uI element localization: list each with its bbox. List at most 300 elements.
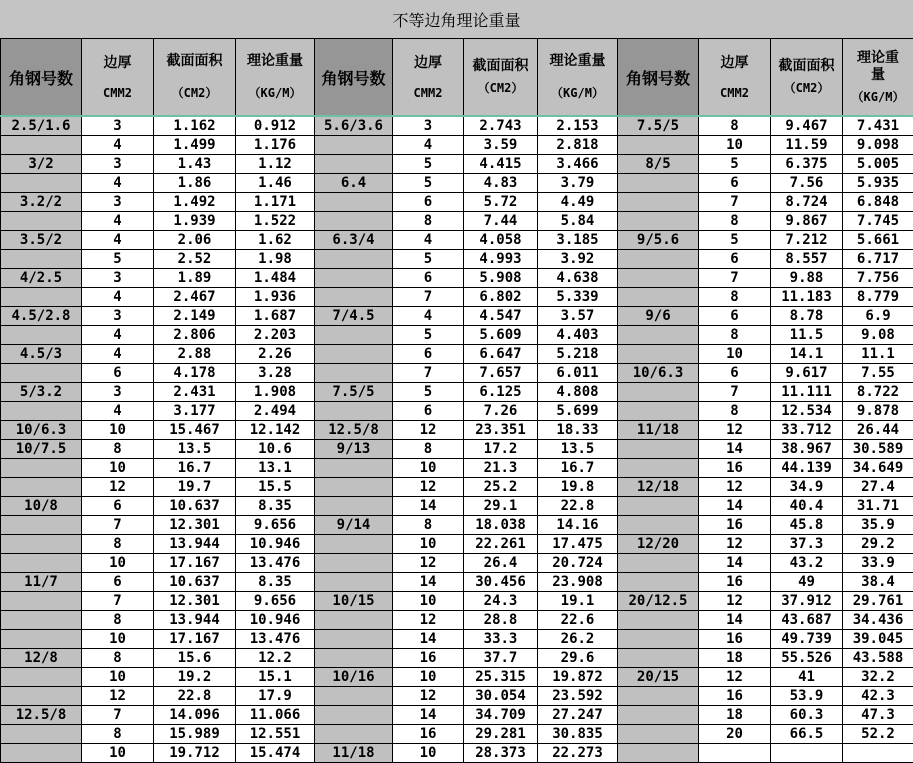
thickness-cell[interactable]: 8	[82, 725, 154, 744]
weight-cell[interactable]: 0.912	[236, 116, 315, 136]
thickness-cell[interactable]: 7	[699, 383, 771, 402]
weight-cell[interactable]: 6.848	[843, 193, 913, 212]
area-cell[interactable]: 7.56	[771, 174, 843, 193]
thickness-cell[interactable]: 3	[393, 116, 464, 136]
model-cell[interactable]	[315, 573, 393, 592]
model-cell[interactable]	[618, 649, 699, 668]
weight-cell[interactable]: 31.71	[843, 497, 913, 516]
weight-cell[interactable]: 34.436	[843, 611, 913, 630]
model-cell[interactable]: 10/15	[315, 592, 393, 611]
thickness-cell[interactable]: 3	[82, 383, 154, 402]
model-cell[interactable]: 4/2.5	[1, 269, 82, 288]
thickness-cell[interactable]: 6	[699, 307, 771, 326]
thickness-cell[interactable]: 7	[699, 193, 771, 212]
model-cell[interactable]: 20/12.5	[618, 592, 699, 611]
weight-cell[interactable]: 1.908	[236, 383, 315, 402]
weight-cell[interactable]: 3.466	[538, 155, 618, 174]
area-cell[interactable]: 17.167	[154, 554, 236, 573]
weight-cell[interactable]: 42.3	[843, 687, 913, 706]
thickness-cell[interactable]: 10	[82, 554, 154, 573]
thickness-cell[interactable]: 10	[393, 535, 464, 554]
thickness-cell[interactable]: 6	[82, 497, 154, 516]
weight-cell[interactable]: 1.936	[236, 288, 315, 307]
model-cell[interactable]	[618, 136, 699, 155]
weight-cell[interactable]: 27.247	[538, 706, 618, 725]
weight-cell[interactable]: 9.098	[843, 136, 913, 155]
model-cell[interactable]	[1, 630, 82, 649]
thickness-cell[interactable]: 7	[393, 364, 464, 383]
thickness-cell[interactable]: 4	[393, 307, 464, 326]
area-cell[interactable]: 33.3	[464, 630, 538, 649]
area-cell[interactable]: 43.2	[771, 554, 843, 573]
model-cell[interactable]	[618, 706, 699, 725]
area-cell[interactable]: 11.59	[771, 136, 843, 155]
header-area-2[interactable]	[464, 39, 538, 117]
thickness-cell[interactable]: 5	[393, 174, 464, 193]
weight-cell[interactable]: 33.9	[843, 554, 913, 573]
thickness-cell[interactable]: 20	[699, 725, 771, 744]
model-cell[interactable]: 3/2	[1, 155, 82, 174]
thickness-cell[interactable]: 8	[82, 649, 154, 668]
area-cell[interactable]: 16.7	[154, 459, 236, 478]
area-cell[interactable]: 18.038	[464, 516, 538, 535]
model-cell[interactable]	[618, 459, 699, 478]
area-cell[interactable]: 13.944	[154, 611, 236, 630]
area-cell[interactable]: 3.59	[464, 136, 538, 155]
model-cell[interactable]: 9/14	[315, 516, 393, 535]
area-cell[interactable]: 7.212	[771, 231, 843, 250]
model-cell[interactable]	[315, 687, 393, 706]
area-cell[interactable]: 8.557	[771, 250, 843, 269]
thickness-cell[interactable]: 8	[393, 440, 464, 459]
model-cell[interactable]: 12/8	[1, 649, 82, 668]
weight-cell[interactable]: 3.57	[538, 307, 618, 326]
area-cell[interactable]: 30.456	[464, 573, 538, 592]
area-cell[interactable]: 45.8	[771, 516, 843, 535]
thickness-cell[interactable]: 10	[82, 421, 154, 440]
thickness-cell[interactable]: 16	[699, 687, 771, 706]
weight-cell[interactable]: 5.661	[843, 231, 913, 250]
weight-cell[interactable]: 32.2	[843, 668, 913, 687]
weight-cell[interactable]: 2.818	[538, 136, 618, 155]
weight-cell[interactable]: 4.49	[538, 193, 618, 212]
area-cell[interactable]: 2.52	[154, 250, 236, 269]
area-cell[interactable]: 28.373	[464, 744, 538, 763]
weight-cell[interactable]: 5.005	[843, 155, 913, 174]
model-cell[interactable]	[618, 402, 699, 421]
weight-cell[interactable]: 17.9	[236, 687, 315, 706]
weight-cell[interactable]: 1.484	[236, 269, 315, 288]
model-cell[interactable]: 12.5/8	[315, 421, 393, 440]
area-cell[interactable]: 4.83	[464, 174, 538, 193]
model-cell[interactable]	[315, 630, 393, 649]
thickness-cell[interactable]: 7	[82, 706, 154, 725]
model-cell[interactable]: 12/18	[618, 478, 699, 497]
area-cell[interactable]: 12.301	[154, 592, 236, 611]
model-cell[interactable]	[315, 725, 393, 744]
thickness-cell[interactable]: 8	[393, 516, 464, 535]
model-cell[interactable]	[1, 744, 82, 763]
header-model-1[interactable]: 角钢号数	[1, 39, 82, 117]
area-cell[interactable]: 11.5	[771, 326, 843, 345]
weight-cell[interactable]: 7.745	[843, 212, 913, 231]
area-cell[interactable]: 41	[771, 668, 843, 687]
weight-cell[interactable]: 11.1	[843, 345, 913, 364]
weight-cell[interactable]: 17.475	[538, 535, 618, 554]
area-cell[interactable]: 1.86	[154, 174, 236, 193]
weight-cell[interactable]: 29.6	[538, 649, 618, 668]
model-cell[interactable]: 9/13	[315, 440, 393, 459]
area-cell[interactable]: 5.72	[464, 193, 538, 212]
thickness-cell[interactable]: 6	[393, 269, 464, 288]
weight-cell[interactable]: 19.8	[538, 478, 618, 497]
area-cell[interactable]: 25.2	[464, 478, 538, 497]
thickness-cell[interactable]: 12	[699, 535, 771, 554]
area-cell[interactable]: 8.78	[771, 307, 843, 326]
weight-cell[interactable]: 4.403	[538, 326, 618, 345]
model-cell[interactable]: 10/6.3	[618, 364, 699, 383]
weight-cell[interactable]: 39.045	[843, 630, 913, 649]
weight-cell[interactable]: 16.7	[538, 459, 618, 478]
area-cell[interactable]: 11.183	[771, 288, 843, 307]
area-cell[interactable]: 23.351	[464, 421, 538, 440]
model-cell[interactable]: 3.5/2	[1, 231, 82, 250]
thickness-cell[interactable]: 8	[82, 535, 154, 554]
weight-cell[interactable]: 1.176	[236, 136, 315, 155]
model-cell[interactable]: 5/3.2	[1, 383, 82, 402]
thickness-cell[interactable]: 10	[82, 668, 154, 687]
weight-cell[interactable]: 1.46	[236, 174, 315, 193]
area-cell[interactable]: 37.7	[464, 649, 538, 668]
area-cell[interactable]: 12.301	[154, 516, 236, 535]
header-model-2[interactable]: 角钢号数	[315, 39, 393, 117]
weight-cell[interactable]: 35.9	[843, 516, 913, 535]
thickness-cell[interactable]: 16	[699, 573, 771, 592]
area-cell[interactable]: 33.712	[771, 421, 843, 440]
thickness-cell[interactable]: 8	[699, 402, 771, 421]
model-cell[interactable]	[618, 725, 699, 744]
area-cell[interactable]: 37.912	[771, 592, 843, 611]
model-cell[interactable]	[618, 288, 699, 307]
model-cell[interactable]	[315, 402, 393, 421]
header-weight-2[interactable]	[538, 39, 618, 117]
weight-cell[interactable]: 5.699	[538, 402, 618, 421]
model-cell[interactable]	[1, 725, 82, 744]
area-cell[interactable]: 7.26	[464, 402, 538, 421]
model-cell[interactable]	[1, 326, 82, 345]
weight-cell[interactable]: 12.551	[236, 725, 315, 744]
weight-cell[interactable]: 22.8	[538, 497, 618, 516]
model-cell[interactable]	[315, 250, 393, 269]
thickness-cell[interactable]: 4	[393, 136, 464, 155]
model-cell[interactable]	[315, 706, 393, 725]
weight-cell[interactable]: 5.935	[843, 174, 913, 193]
thickness-cell[interactable]: 12	[393, 554, 464, 573]
model-cell[interactable]: 9/6	[618, 307, 699, 326]
model-cell[interactable]	[315, 269, 393, 288]
area-cell[interactable]: 12.534	[771, 402, 843, 421]
model-cell[interactable]	[315, 288, 393, 307]
weight-cell[interactable]: 19.1	[538, 592, 618, 611]
header-model-3[interactable]: 角钢号数	[618, 39, 699, 117]
thickness-cell[interactable]: 4	[82, 136, 154, 155]
model-cell[interactable]	[1, 459, 82, 478]
thickness-cell[interactable]: 4	[82, 231, 154, 250]
thickness-cell[interactable]: 8	[699, 116, 771, 136]
thickness-cell[interactable]: 14	[699, 497, 771, 516]
area-cell[interactable]: 15.467	[154, 421, 236, 440]
thickness-cell[interactable]: 12	[699, 668, 771, 687]
thickness-cell[interactable]: 5	[699, 155, 771, 174]
area-cell[interactable]: 14.096	[154, 706, 236, 725]
model-cell[interactable]	[618, 250, 699, 269]
model-cell[interactable]	[315, 554, 393, 573]
area-cell[interactable]: 29.1	[464, 497, 538, 516]
model-cell[interactable]	[1, 250, 82, 269]
area-cell[interactable]: 43.687	[771, 611, 843, 630]
thickness-cell[interactable]: 16	[699, 516, 771, 535]
thickness-cell[interactable]: 12	[393, 611, 464, 630]
thickness-cell[interactable]: 3	[82, 307, 154, 326]
thickness-cell[interactable]: 14	[699, 611, 771, 630]
weight-cell[interactable]: 23.908	[538, 573, 618, 592]
thickness-cell[interactable]: 8	[82, 440, 154, 459]
model-cell[interactable]: 2.5/1.6	[1, 116, 82, 136]
weight-cell[interactable]: 1.687	[236, 307, 315, 326]
weight-cell[interactable]: 19.872	[538, 668, 618, 687]
area-cell[interactable]: 1.43	[154, 155, 236, 174]
thickness-cell[interactable]: 12	[393, 687, 464, 706]
thickness-cell[interactable]: 4	[82, 402, 154, 421]
area-cell[interactable]: 4.547	[464, 307, 538, 326]
weight-cell[interactable]: 9.656	[236, 516, 315, 535]
model-cell[interactable]	[1, 516, 82, 535]
weight-cell[interactable]: 3.79	[538, 174, 618, 193]
area-cell[interactable]: 49	[771, 573, 843, 592]
weight-cell[interactable]: 4.808	[538, 383, 618, 402]
thickness-cell[interactable]: 7	[82, 516, 154, 535]
area-cell[interactable]: 34.9	[771, 478, 843, 497]
thickness-cell[interactable]: 12	[82, 687, 154, 706]
model-cell[interactable]: 12/20	[618, 535, 699, 554]
thickness-cell[interactable]: 6	[393, 402, 464, 421]
weight-cell[interactable]: 2.26	[236, 345, 315, 364]
model-cell[interactable]	[618, 345, 699, 364]
area-cell[interactable]: 44.139	[771, 459, 843, 478]
model-cell[interactable]	[315, 155, 393, 174]
thickness-cell[interactable]: 4	[82, 345, 154, 364]
area-cell[interactable]: 49.739	[771, 630, 843, 649]
area-cell[interactable]: 22.261	[464, 535, 538, 554]
thickness-cell[interactable]: 4	[82, 212, 154, 231]
weight-cell[interactable]: 15.5	[236, 478, 315, 497]
weight-cell[interactable]: 4.638	[538, 269, 618, 288]
model-cell[interactable]	[315, 136, 393, 155]
area-cell[interactable]: 34.709	[464, 706, 538, 725]
thickness-cell[interactable]: 3	[82, 269, 154, 288]
area-cell[interactable]: 7.657	[464, 364, 538, 383]
thickness-cell[interactable]: 16	[393, 649, 464, 668]
area-cell[interactable]: 19.7	[154, 478, 236, 497]
thickness-cell[interactable]: 6	[699, 364, 771, 383]
area-cell[interactable]: 3.177	[154, 402, 236, 421]
weight-cell[interactable]: 13.1	[236, 459, 315, 478]
weight-cell[interactable]: 7.431	[843, 116, 913, 136]
weight-cell[interactable]: 10.6	[236, 440, 315, 459]
area-cell[interactable]: 1.939	[154, 212, 236, 231]
thickness-cell[interactable]: 8	[699, 326, 771, 345]
area-cell[interactable]: 5.908	[464, 269, 538, 288]
weight-cell[interactable]: 6.717	[843, 250, 913, 269]
thickness-cell[interactable]: 12	[82, 478, 154, 497]
area-cell[interactable]: 5.609	[464, 326, 538, 345]
thickness-cell[interactable]: 6	[82, 364, 154, 383]
thickness-cell[interactable]: 14	[393, 630, 464, 649]
area-cell[interactable]: 17.167	[154, 630, 236, 649]
model-cell[interactable]	[618, 440, 699, 459]
thickness-cell[interactable]: 4	[82, 174, 154, 193]
thickness-cell[interactable]: 3	[82, 116, 154, 136]
area-cell[interactable]: 14.1	[771, 345, 843, 364]
model-cell[interactable]: 7.5/5	[618, 116, 699, 136]
area-cell[interactable]: 6.647	[464, 345, 538, 364]
thickness-cell[interactable]: 18	[699, 649, 771, 668]
weight-cell[interactable]: 8.722	[843, 383, 913, 402]
thickness-cell[interactable]: 12	[393, 421, 464, 440]
model-cell[interactable]: 6.3/4	[315, 231, 393, 250]
area-cell[interactable]: 19.2	[154, 668, 236, 687]
weight-cell[interactable]: 20.724	[538, 554, 618, 573]
model-cell[interactable]	[1, 136, 82, 155]
thickness-cell[interactable]: 7	[82, 592, 154, 611]
weight-cell[interactable]: 8.35	[236, 573, 315, 592]
model-cell[interactable]	[618, 269, 699, 288]
weight-cell[interactable]: 15.1	[236, 668, 315, 687]
thickness-cell[interactable]: 8	[393, 212, 464, 231]
area-cell[interactable]: 2.743	[464, 116, 538, 136]
model-cell[interactable]	[618, 383, 699, 402]
model-cell[interactable]	[315, 193, 393, 212]
weight-cell[interactable]: 3.28	[236, 364, 315, 383]
area-cell[interactable]: 30.054	[464, 687, 538, 706]
thickness-cell[interactable]: 10	[393, 459, 464, 478]
model-cell[interactable]	[618, 516, 699, 535]
weight-cell[interactable]: 30.589	[843, 440, 913, 459]
thickness-cell[interactable]: 6	[82, 573, 154, 592]
weight-cell[interactable]: 2.203	[236, 326, 315, 345]
model-cell[interactable]	[618, 630, 699, 649]
weight-cell[interactable]: 43.588	[843, 649, 913, 668]
area-cell[interactable]: 15.6	[154, 649, 236, 668]
model-cell[interactable]: 4.5/3	[1, 345, 82, 364]
header-area-3[interactable]	[771, 39, 843, 117]
area-cell[interactable]: 15.989	[154, 725, 236, 744]
area-cell[interactable]: 6.375	[771, 155, 843, 174]
weight-cell[interactable]: 22.6	[538, 611, 618, 630]
area-cell[interactable]: 22.8	[154, 687, 236, 706]
thickness-cell[interactable]: 16	[393, 725, 464, 744]
thickness-cell[interactable]: 4	[82, 288, 154, 307]
model-cell[interactable]: 6.4	[315, 174, 393, 193]
thickness-cell[interactable]: 10	[82, 630, 154, 649]
thickness-cell[interactable]: 5	[393, 155, 464, 174]
thickness-cell[interactable]: 6	[393, 193, 464, 212]
weight-cell[interactable]: 10.946	[236, 535, 315, 554]
thickness-cell[interactable]: 7	[699, 269, 771, 288]
thickness-cell[interactable]: 10	[393, 592, 464, 611]
weight-cell[interactable]: 1.12	[236, 155, 315, 174]
thickness-cell[interactable]: 5	[82, 250, 154, 269]
model-cell[interactable]: 10/8	[1, 497, 82, 516]
thickness-cell[interactable]: 14	[393, 573, 464, 592]
weight-cell[interactable]: 13.5	[538, 440, 618, 459]
weight-cell[interactable]: 11.066	[236, 706, 315, 725]
area-cell[interactable]: 55.526	[771, 649, 843, 668]
area-cell[interactable]: 25.315	[464, 668, 538, 687]
header-thickness-2[interactable]	[393, 39, 464, 117]
model-cell[interactable]: 12.5/8	[1, 706, 82, 725]
weight-cell[interactable]: 5.339	[538, 288, 618, 307]
area-cell[interactable]: 40.4	[771, 497, 843, 516]
thickness-cell[interactable]: 5	[393, 383, 464, 402]
model-cell[interactable]	[315, 611, 393, 630]
header-weight-1[interactable]	[236, 39, 315, 117]
thickness-cell[interactable]: 12	[699, 592, 771, 611]
model-cell[interactable]	[618, 611, 699, 630]
model-cell[interactable]: 10/6.3	[1, 421, 82, 440]
model-cell[interactable]	[618, 174, 699, 193]
area-cell[interactable]: 2.149	[154, 307, 236, 326]
weight-cell[interactable]: 6.011	[538, 364, 618, 383]
model-cell[interactable]	[1, 364, 82, 383]
model-cell[interactable]	[1, 288, 82, 307]
weight-cell[interactable]: 3.185	[538, 231, 618, 250]
model-cell[interactable]	[1, 535, 82, 554]
header-thickness-3[interactable]	[699, 39, 771, 117]
weight-cell[interactable]: 9.08	[843, 326, 913, 345]
area-cell[interactable]: 4.993	[464, 250, 538, 269]
thickness-cell[interactable]: 7	[393, 288, 464, 307]
model-cell[interactable]: 8/5	[618, 155, 699, 174]
weight-cell[interactable]: 2.494	[236, 402, 315, 421]
area-cell[interactable]: 9.617	[771, 364, 843, 383]
model-cell[interactable]	[618, 193, 699, 212]
area-cell[interactable]: 66.5	[771, 725, 843, 744]
thickness-cell[interactable]: 12	[699, 478, 771, 497]
area-cell[interactable]: 26.4	[464, 554, 538, 573]
area-cell[interactable]: 2.431	[154, 383, 236, 402]
area-cell[interactable]: 4.178	[154, 364, 236, 383]
model-cell[interactable]	[1, 687, 82, 706]
thickness-cell[interactable]: 4	[393, 231, 464, 250]
thickness-cell[interactable]: 4	[82, 326, 154, 345]
thickness-cell[interactable]: 14	[393, 706, 464, 725]
weight-cell[interactable]: 5.84	[538, 212, 618, 231]
weight-cell[interactable]: 12.2	[236, 649, 315, 668]
model-cell[interactable]	[1, 174, 82, 193]
thickness-cell[interactable]: 16	[699, 630, 771, 649]
weight-cell[interactable]: 29.761	[843, 592, 913, 611]
area-cell[interactable]: 53.9	[771, 687, 843, 706]
weight-cell[interactable]: 14.16	[538, 516, 618, 535]
weight-cell[interactable]: 29.2	[843, 535, 913, 554]
model-cell[interactable]: 11/18	[315, 744, 393, 763]
weight-cell[interactable]: 1.522	[236, 212, 315, 231]
weight-cell[interactable]: 27.4	[843, 478, 913, 497]
weight-cell[interactable]: 13.476	[236, 554, 315, 573]
area-cell[interactable]: 10.637	[154, 497, 236, 516]
model-cell[interactable]	[1, 554, 82, 573]
